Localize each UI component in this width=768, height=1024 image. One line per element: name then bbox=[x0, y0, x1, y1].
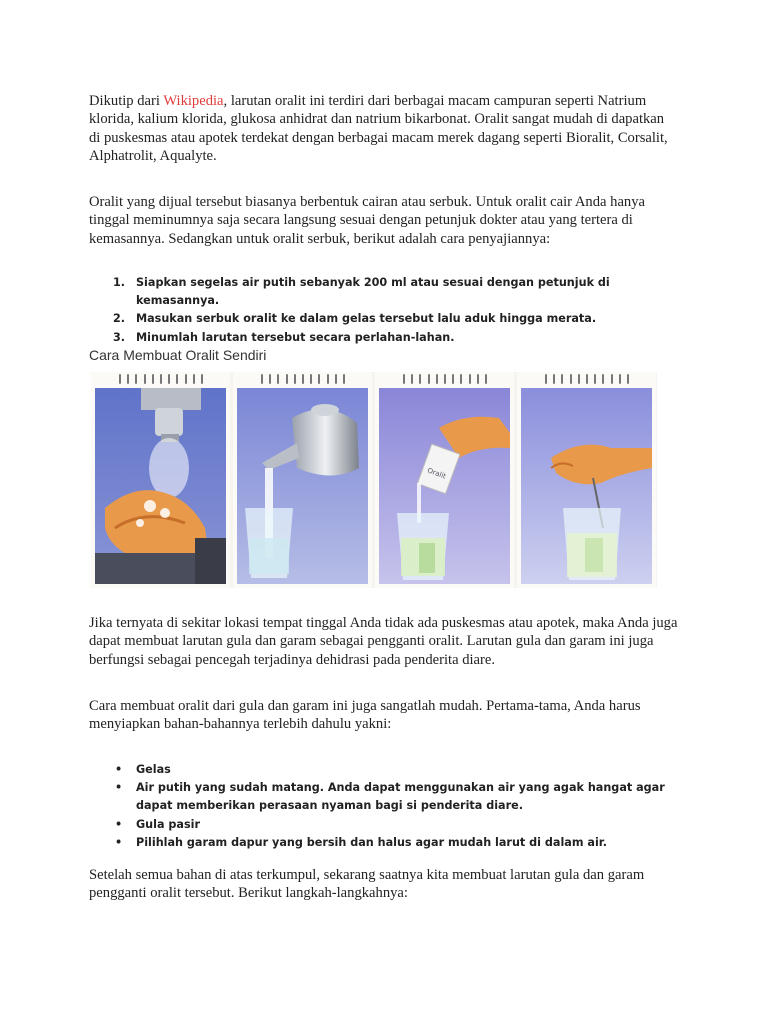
binder-rings bbox=[545, 374, 629, 384]
list-item bbox=[89, 761, 679, 779]
bullet-marker: • bbox=[115, 835, 123, 849]
steps-list bbox=[89, 274, 679, 347]
ingredient-text: Gula pasir bbox=[136, 817, 200, 831]
paragraph-intro-prefix: Dikutip dari bbox=[89, 93, 164, 109]
paragraph-no-pharmacy: Jika ternyata di sekitar lokasi tempat tinggal Anda tidak ada puskesmas atau apotek, maka Anda juga dapat membuat larutan gula dan garam sebagai pengganti oralit. Larutan gula dan garam ini juga berfungsi sebagai pencegah terjadinya dehidrasi pada penderita diare. bbox=[89, 615, 678, 668]
step-number: 1. bbox=[113, 276, 126, 289]
ingredient-text: Air putih yang sudah matang. Anda dapat menggunakan air yang agak hangat agar dapat memberikan perasaan nyaman bagi si penderita diare. bbox=[136, 781, 665, 813]
bullet-marker: • bbox=[115, 781, 123, 795]
illustration-panel-wash-hands bbox=[91, 372, 230, 588]
illustration-panel-stir bbox=[517, 372, 656, 588]
wikipedia-link[interactable]: Wikipedia bbox=[163, 93, 224, 109]
add-powder-art bbox=[379, 388, 510, 584]
illustration-panel-pour-water bbox=[233, 372, 372, 588]
step-text: Siapkan segelas air putih sebanyak 200 ml atau sesuai dengan petunjuk di kemasannya. bbox=[136, 276, 610, 308]
list-item bbox=[89, 274, 679, 310]
list-item bbox=[89, 310, 679, 328]
paragraph-oralit-forms: Oralit yang dijual tersebut biasanya berbentuk cairan atau serbuk. Untuk oralit cair Anda hanya tinggal meminumnya saja secara langsung sesuai dengan petunjuk dokter atau yang tertera di kemasannya. Sedangkan untuk oralit serbuk, berikut adalah cara penyajiannya: bbox=[89, 194, 645, 247]
list-item bbox=[89, 834, 679, 852]
bullet-marker: • bbox=[115, 817, 123, 831]
step-text: Masukan serbuk oralit ke dalam gelas tersebut lalu aduk hingga merata. bbox=[136, 312, 597, 326]
step-number: 2. bbox=[113, 312, 126, 326]
list-item bbox=[89, 816, 679, 834]
pour-water-art bbox=[237, 388, 368, 584]
binder-rings bbox=[403, 374, 487, 384]
step-number: 3. bbox=[113, 330, 126, 344]
oralit-steps-illustration bbox=[91, 372, 657, 588]
section-heading: Cara Membuat Oralit Sendiri bbox=[89, 347, 267, 363]
binder-rings bbox=[261, 374, 345, 384]
ingredients-list bbox=[89, 761, 679, 852]
step-text: Minumlah larutan tersebut secara perlahan-lahan. bbox=[136, 330, 455, 344]
illustration-panel-add-powder bbox=[375, 372, 514, 588]
binder-rings bbox=[119, 374, 203, 384]
ingredient-text: Pilihlah garam dapur yang bersih dan halus agar mudah larut di dalam air. bbox=[136, 835, 607, 849]
ingredient-text: Gelas bbox=[136, 763, 171, 776]
paragraph-intro bbox=[89, 92, 679, 165]
paragraph-steps-intro: Setelah semua bahan di atas terkumpul, sekarang saatnya kita membuat larutan gula dan garam pengganti oralit tersebut. Berikut langkah-langkahnya: bbox=[89, 867, 645, 902]
stir-art bbox=[521, 388, 652, 584]
list-item bbox=[89, 779, 679, 815]
wash-hands-art bbox=[95, 388, 226, 584]
paragraph-intro-rest: , larutan oralit ini terdiri dari berbagai macam campuran seperti Natrium klorida, kalium klorida, glukosa anhidrat dan natrium bikarbonat. Oralit sangat mudah di dapatkan di puskesmas atau apotek terdekat dengan berbagai macam merek dagang seperti Bioralit, Corsalit, Alphatrolit, Aqualyte. bbox=[89, 93, 668, 164]
bullet-marker: • bbox=[115, 763, 123, 776]
list-item bbox=[89, 329, 679, 347]
paragraph-ingredients-intro: Cara membuat oralit dari gula dan garam ini juga sangatlah mudah. Pertama-tama, Anda harus menyiapkan bahan-bahannya terlebih dahulu yakni: bbox=[89, 698, 641, 733]
packet-label: Oralit bbox=[426, 466, 448, 481]
